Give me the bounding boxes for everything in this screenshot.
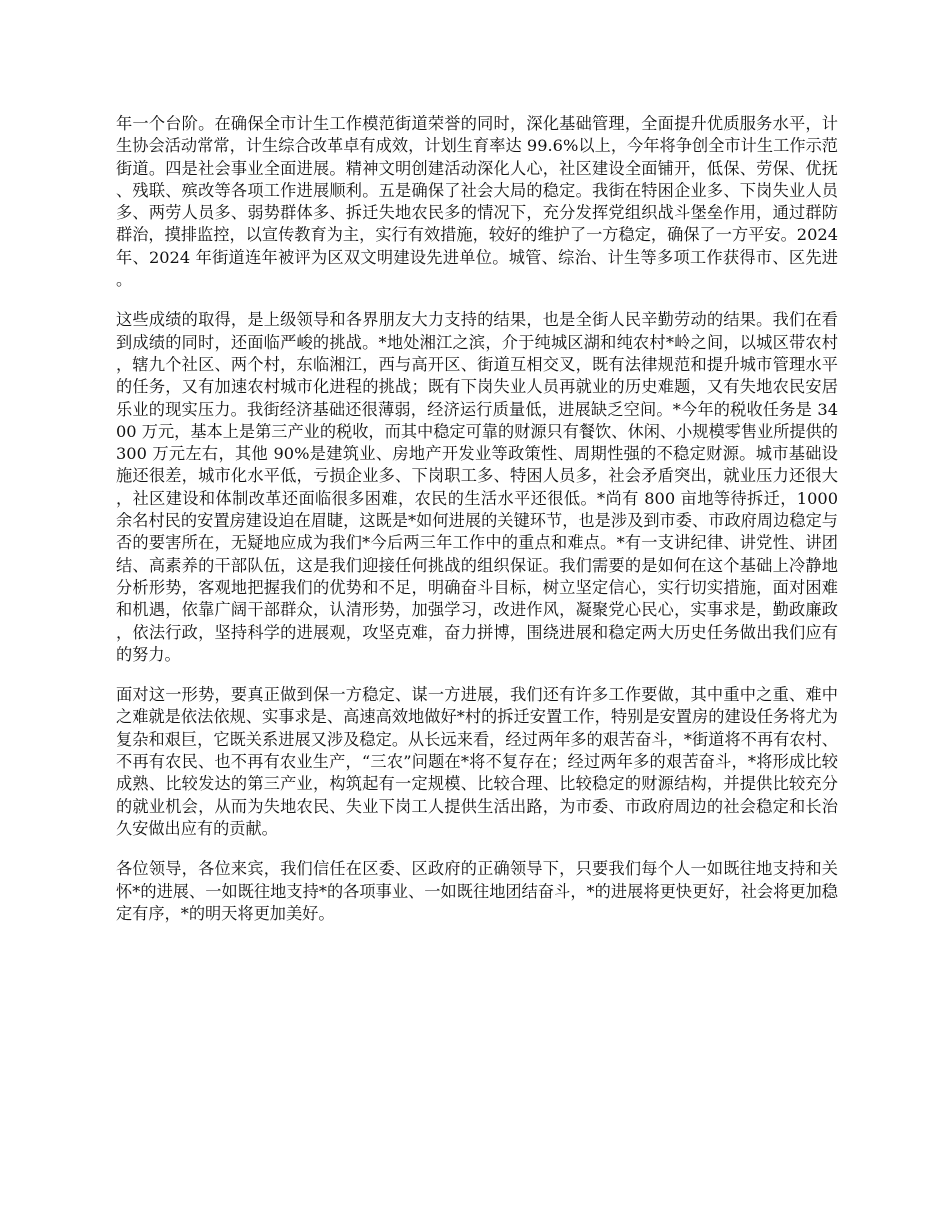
paragraph-3: 面对这一形势，要真正做到保一方稳定、谋一方进展，我们还有许多工作要做，其中重中之重、难中之难就是依法依规、实事求是、高速高效地做好*村的拆迁安置工作，特别是安置房的建设任务将尤为复杂和艰巨，它既关系进展又涉及稳定。从长远来看，经过两年多的艰苦奋斗，*街道将不再有农村、不再有农民、也不再有农业生产，“三农”问题在*将不复存在；经过两年多的艰苦奋斗，*将形成比较成熟、比较发达的第三产业，构筑起有一定规模、比较合理、比较稳定的财源结构，并提供比较充分的就业机会，从而为失地农民、失业下岗工人提供生活出路，为市委、市政府周边的社会稳定和长治久安做出应有的贡献。	[116, 685, 838, 838]
paragraph-2: 这些成绩的取得，是上级领导和各界朋友大力支持的结果，也是全街人民辛勤劳动的结果。我们在看到成绩的同时，还面临严峻的挑战。*地处湘江之滨，介于纯城区湖和纯农村*岭之间，以城区带农村，辖九个社区、两个村，东临湘江，西与高开区、街道互相交叉，既有法律规范和提升城市管理水平的任务，又有加速农村城市化进程的挑战；既有下岗失业人员再就业的历史难题，又有失地农民安居乐业的现实压力。我街经济基础还很薄弱，经济运行质量低，进展缺乏空间。*今年的税收任务是 3400 万元，基本上是第三产业的税收，而其中稳定可靠的财源只有餐饮、休闲、小规模零售业所提供的 300 万元左右，其他 90%是建筑业、房地产开发业等政策性、周期性强的不稳定财源。城市基础设施还很差，城市化水平低，亏损企业多、下岗职工多、特困人员多，社会矛盾突出，就业压力还很大，社区建设和体制改革还面临很多困难，农民的生活水平还很低。*尚有 800 亩地等待拆迁，1000 余名村民的安置房建设迫在眉睫，这既是*如何进展的关键环节，也是涉及到市委、市政府周边稳定与否的要害所在，无疑地应成为我们*今后两三年工作中的重点和难点。*有一支讲纪律、讲党性、讲团结、高素养的干部队伍，这是我们迎接任何挑战的组织保证。我们需要的是如何在这个基础上冷静地分析形势，客观地把握我们的优势和不足，明确奋斗目标，树立坚定信心，实行切实措施，面对困难和机遇，依靠广阔干部群众，认清形势，加强学习，改进作风，凝聚党心民心，实事求是，勤政廉政，依法行政，坚持科学的进展观，攻坚克难，奋力拼博，围绕进展和稳定两大历史任务做出我们应有的努力。	[116, 310, 838, 664]
document-body	[116, 113, 838, 943]
paragraph-1: 年一个台阶。在确保全市计生工作模范街道荣誉的同时，深化基础管理，全面提升优质服务水平，计生协会活动常常，计生综合改革卓有成效，计划生育率达 99.6%以上，今年将争创全市计生工作示范街道。四是社会事业全面进展。精神文明创建活动深化人心，社区建设全面铺开，低保、劳保、优抚、残联、殡改等各项工作进展顺利。五是确保了社会大局的稳定。我街在特困企业多、下岗失业人员多、两劳人员多、弱势群体多、拆迁失地农民多的情况下，充分发挥党组织战斗堡垒作用，通过群防群治，摸排监控，以宣传教育为主，实行有效措施，较好的维护了一方稳定，确保了一方平安。2024 年、2024 年街道连年被评为区双文明建设先进单位。城管、综治、计生等多项工作获得市、区先进。	[116, 114, 838, 290]
paragraph-4: 各位领导，各位来宾，我们信任在区委、区政府的正确领导下，只要我们每个人一如既往地支持和关怀*的进展、一如既往地支持*的各项事业、一如既往地团结奋斗，*的进展将更快更好，社会将更加稳定有序，*的明天将更加美好。	[116, 859, 838, 923]
